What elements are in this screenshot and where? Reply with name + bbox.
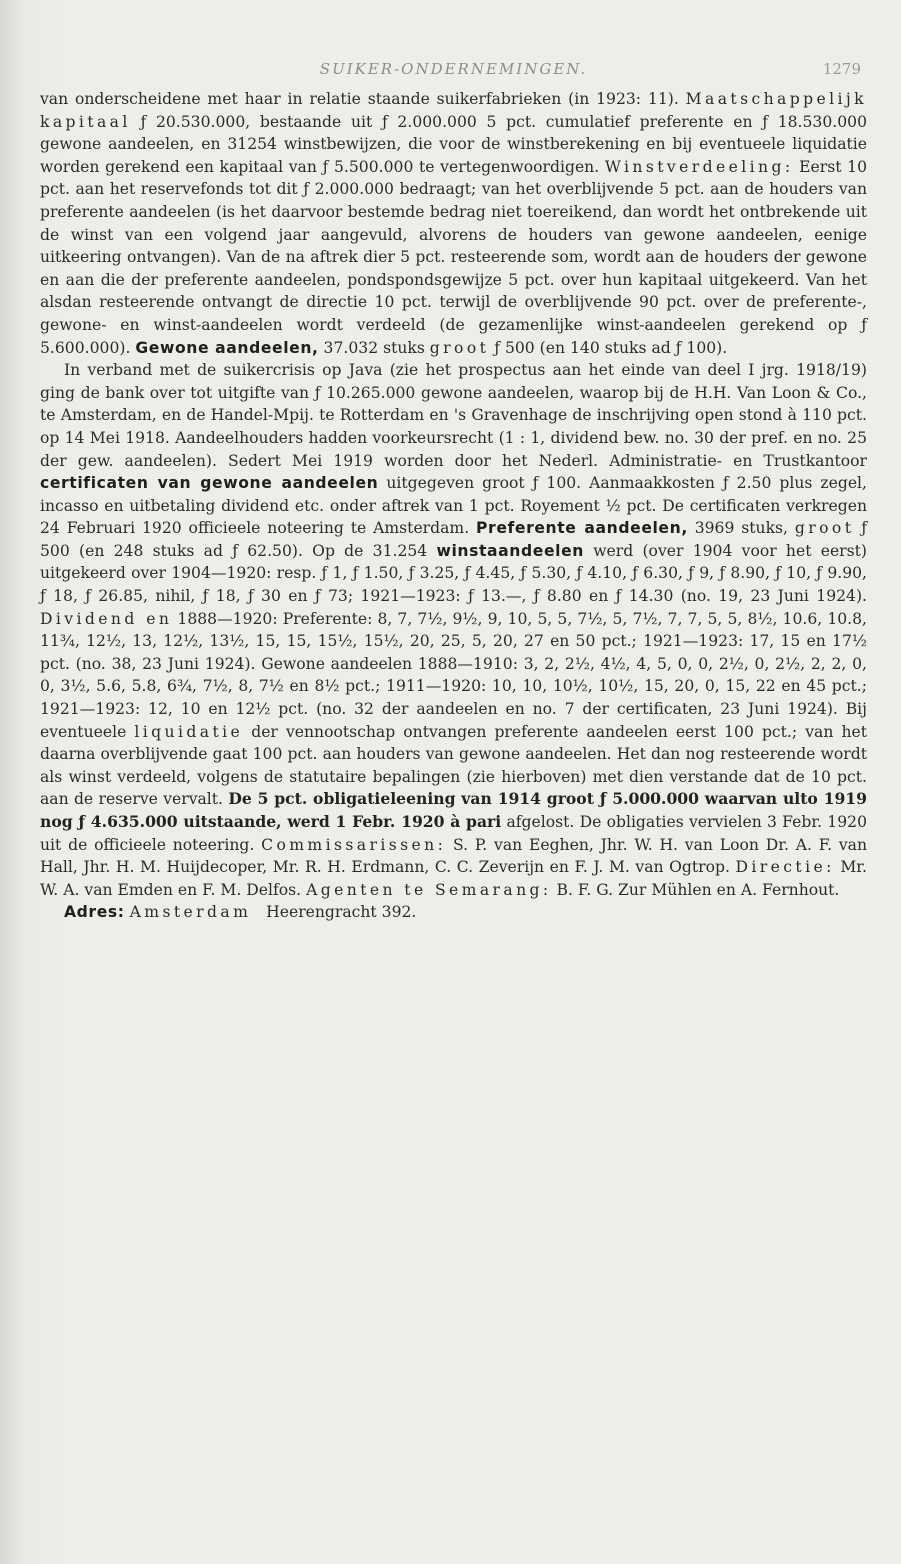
page-number: 1279: [822, 60, 861, 78]
text-span: uitgegeven groot ƒ 100. Aanmaakkosten ƒ 2.50 plus zegel, incasso en uitbetaling dividend etc. onder aftrek van 1 pct. Royement ½ pct. De certificaten verkregen 24 Februari 1920 officieele noteering te Amsterdam.: [40, 474, 868, 538]
address-line: [40, 901, 867, 924]
text-span: ƒ 500 (en 248 stuks ad ƒ 62.50). Op de 31.254: [40, 519, 868, 560]
paragraph-capital: [40, 88, 867, 359]
running-title: SUIKER-ONDERNEMINGEN.: [319, 60, 588, 78]
text-span: ƒ 20.530.000, bestaande uit ƒ 2.000.000 5 pct. cumulatief preferente en ƒ 18.530.000 gewone aandeelen, en 31254 winstbewijzen, die voor de winstberekening en bij eventueele liquidatie worden gerekend een kapitaal van ƒ 5.500.000 te vertegenwoordigen.: [40, 112, 867, 176]
bold-label-adres: Adres:: [64, 903, 125, 922]
bold-obligatieleening: De 5 pct. obligatieleening van 1914 groot ƒ 5.000.000 waarvan ulto 1919 nog ƒ 4.635.000 uitstaande, werd 1 Febr. 1920 à pari: [40, 789, 867, 831]
bold-label-winstaandeelen: winstaandeelen: [436, 541, 584, 560]
spaced-label-dividend: Dividend en: [40, 609, 173, 628]
paragraph-history: [40, 359, 867, 901]
spaced-label-commissarissen: Commissarissen:: [261, 835, 447, 854]
text-span: 1888—1920: Preferente: 8, 7, 7½, 9½, 9, 10, 5, 5, 7½, 5, 7½, 7, 7, 5, 5, 8½, 10.6, 10.8, 11¾, 12½, 13, 12½, 13½, 15, 15, 15½, 15½, 20, 25, 5, 20, 27 en 50 pct.; 1921—1923: 17, 15 en 17½ pct. (no. 38, 23 Juni 1924). Gewone aandeelen 1888—1910: 3, 2, 2½, 4½, 4, 5, 0, 0, 2½, 0, 2½, 2, 2, 0, 0, 3½, 5.6, 5.8, 6¾, 7½, 8, 7½ en 8½ pct.; 1911—1920: 10, 10, 10½, 10½, 15, 20, 0, 15, 22 en 45 pct.; 1921—1923: 12, 10 en 12½ pct. (no. 32 der aandeelen en no. 7 der certificaten, 23 Juni 1924). Bij eventueele: [40, 609, 867, 741]
text-span: werd (over 1904 voor het eerst) uitgekeerd over 1904—1920: resp. ƒ 1, ƒ 1.50, ƒ 3.25, ƒ 4.45, ƒ 5.30, ƒ 4.10, ƒ 6.30, ƒ 9, ƒ 8.90, ƒ 10, ƒ 9.90, ƒ 18, ƒ 26.85, nihil, ƒ 18, ƒ 30 en ƒ 73; 1921—1923: ƒ 13.—, ƒ 8.80 en ƒ 14.30 (no. 19, 23 Juni 1924).: [40, 541, 867, 606]
running-head: [40, 54, 867, 80]
text-span: 37.032 stuks: [318, 338, 430, 357]
text-span: B. F. G. Zur Mühlen en A. Fernhout.: [551, 880, 840, 899]
spaced-label-kapitaal: Maatschappelijk kapitaal: [40, 90, 867, 131]
bold-label-gewone-aandeelen: Gewone aandeelen,: [135, 338, 319, 357]
text-span: In verband met de suikercrisis op Java (zie het prospectus aan het einde van deel I jrg. 1918/19) ging de bank over tot uitgifte van ƒ 10.265.000 gewone aandeelen, waarop bij de H.H. Van Loon & Co., te Amsterdam, en de Handel-Mpij. te Rotterdam en 's Gravenhage de inschrijving open stond à 110 pct. op 14 Mei 1918. Aandeelhouders hadden voorkeursrecht (1 : 1, dividend bew. no. 30 der pref. en no. 25 der gew. aandeelen). Sedert Mei 1919 worden door het Nederl. Administratie- en Trustkantoor: [40, 361, 867, 470]
text-span: afgelost. De obligaties vervielen 3 Febr. 1920 uit de officieele noteering.: [40, 813, 867, 854]
spaced-label-liquidatie: liquidatie: [134, 722, 244, 741]
spaced-label-directie: Directie:: [735, 858, 835, 877]
address-city: Amsterdam: [129, 903, 252, 922]
text-span: Mr. W. A. van Emden en F. M. Delfos.: [40, 858, 867, 899]
text-span: 3969 stuks,: [687, 519, 795, 538]
text-span: Eerst 10 pct. aan het reservefonds tot dit ƒ 2.000.000 bedraagt; van het overblijvende 5 pct. aan de houders van preferente aandeelen (is het daarvoor bestemde bedrag niet toereikend, dan wordt het ontbrekende uit de winst van een volgend jaar aangevuld, alvorens de houders van gewone aandeelen, eenige uitkeering ontvangen). Van de na aftrek dier 5 pct. resteerende som, wordt aan de houders der gewone en aan die der preferente aandeelen, pondspondsgewijze 5 pct. over hun kapitaal uitgekeerd. Van het alsdan resteerende ontvangt de directie 10 pct. terwijl de overblijvende 90 pct. over de preferente-, gewone- en winst-aandeelen wordt verdeeld (de gezamenlijke winst-aandeelen gerekend op ƒ 5.600.000).: [40, 157, 867, 357]
spaced-label-groot: groot: [794, 519, 855, 538]
text-span: ƒ 500 (en 140 stuks ad ƒ 100).: [489, 338, 728, 357]
text-span: S. P. van Eeghen, Jhr. W. H. van Loon Dr. A. F. van Hall, Jhr. H. M. Huijdecoper, Mr. R. H. Erdmann, C. C. Zeverijn en F. J. M. van Ogtrop.: [40, 835, 867, 877]
spaced-label-groot: groot: [429, 338, 490, 357]
spaced-label-agenten: Agenten te Semarang:: [306, 880, 552, 899]
text-span: van onderscheidene met haar in relatie staande suikerfabrieken (in 1923: 11).: [40, 90, 686, 108]
bold-label-certificaten: certificaten van gewone aandeelen: [40, 474, 379, 493]
text-span: der vennootschap ontvangen preferente aandeelen eerst 100 pct.; van het daarna overblijvende gaat 100 pct. aan houders van gewone aandeelen. Het dan nog resteerende wordt als winst verdeeld, volgens de statutaire bepalingen (zie hierboven) met dien verstande dat de 10 pct. aan de reserve vervalt.: [40, 722, 867, 809]
address-street: Heerengracht 392.: [266, 903, 417, 922]
body-text: [40, 88, 867, 924]
bold-label-preferente: Preferente aandeelen,: [476, 519, 688, 538]
spaced-label-winstverdeeling: Winstverdeeling:: [604, 157, 794, 176]
